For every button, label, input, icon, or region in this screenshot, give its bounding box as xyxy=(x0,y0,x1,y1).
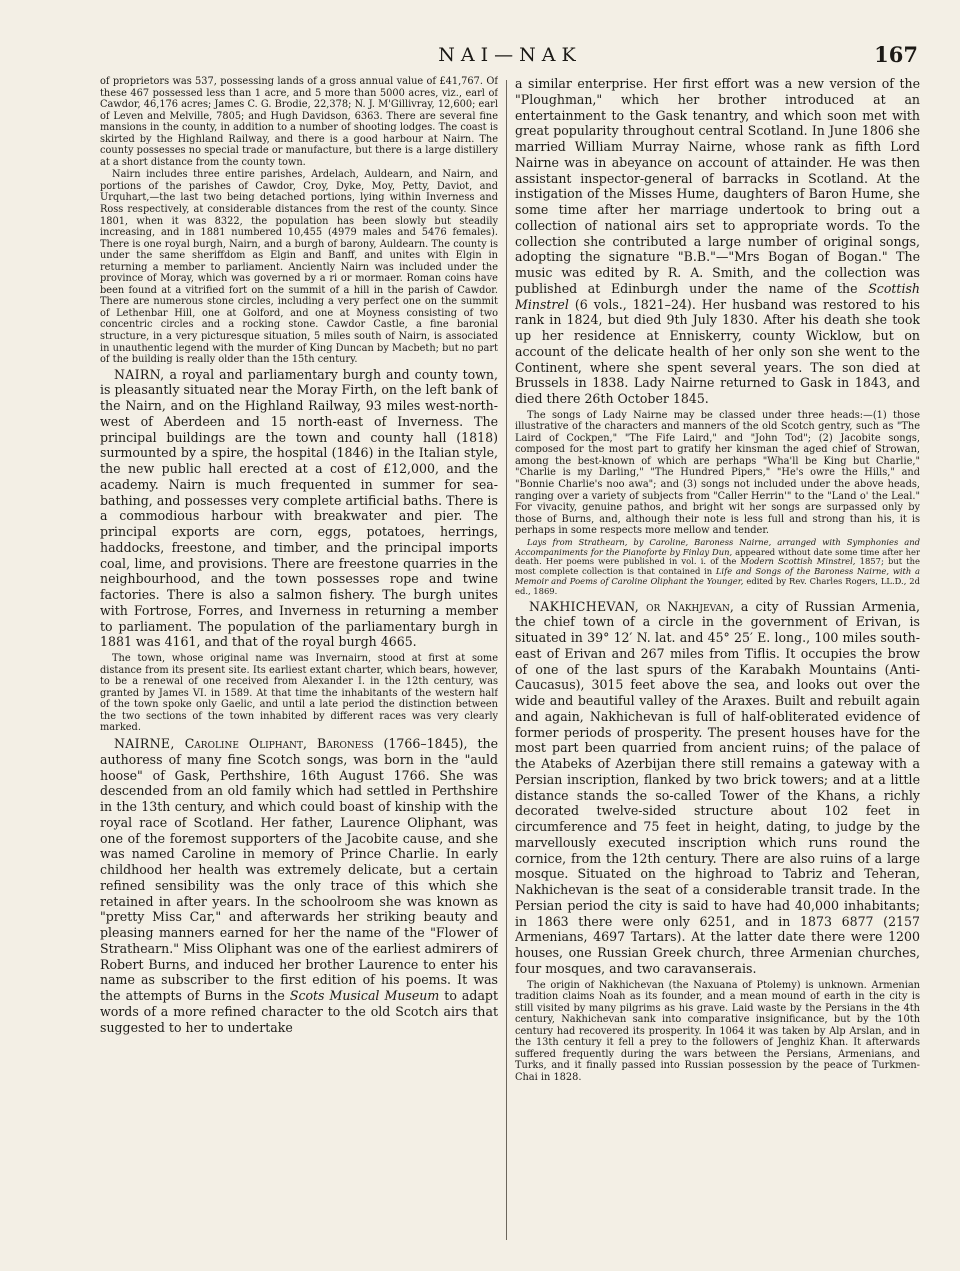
headword-nairne-name: Caroline Oliphant, Baroness xyxy=(184,736,374,751)
headword-nakhichevan-alt: or Nakhjevan, xyxy=(646,598,734,614)
note-text-2: 1857; but the most complete collection is that contained in xyxy=(515,556,920,577)
nairne-bibliography-note xyxy=(515,538,920,597)
title-scots-musical-museum: Scots Musical Museum xyxy=(289,988,440,1003)
headword-nairne: NAIRNE, xyxy=(114,736,175,751)
entry-nairne-body: (1766–1845), the authoress of many fine Scotch songs, was born in the "auld hoose" of Gask, Perthshire, 16th August 1766. She was descended from an old family which had settled in Perthshire in the 13th century, and which could boast of kinship with the royal race of Scotland. Her father, Laurence Oliphant, was one of the foremost supporters of the Jacobite cause, and she was named Caroline in memory of Prince Charlie. In early childhood her health was extremely delicate, but a certain refined sensibility was the only trace of this which she retained in after years. In the schoolroom she was known as "pretty Miss Car," and afterwards her striking beauty and pleasing manners earned for her the name of the "Flower of Strathearn." Miss Oliphant was one of the earliest admirers of Robert Burns, and induced her brother Laurence to enter his name as subscriber to the first edition of his poems. It was the attempts of Burns in the xyxy=(100,736,498,1003)
nairne-songs-paragraph: The songs of Lady Nairne may be classed under three heads:—(1) those illustrative of the characters and manners of the old Scotch gentry, such as "The Laird of Cockpen," "The Fife Laird," and "John Tod"; (2) Jacobite songs, composed for the most part to gratify her kinsman the aged chief of Strowan, among the best-known of which are perhaps "Wha'll be King but Charlie," "Charlie is my Darling," "The Hundred Pipers," "He's owre the Hills," and "Bonnie Charlie's noo awa"; and (3) songs not included under the above heads, ranging over a variety of subjects from "Caller Herrin'" to the "Land o' the Leal." For vivacity, genuine pathos, and bright wit her songs are surpassed only by those of Burns, and, although their note is less full and strong than his, it is perhaps in some respects more mellow and tender. xyxy=(515,409,920,537)
note-title-life-and-songs: Life and Songs of the Baroness Nairne, with a Memoir and Poems of Caroline Oliphant the Younger, xyxy=(515,566,920,586)
nakhichevan-history-paragraph: The origin of Nakhichevan (the Naxuana of Ptolemy) is unknown. Armenian tradition claims Noah as its founder, and a mean mound of earth in the city is still visited by many pilgrims as his grave. Laid waste by the Persians in the 4th century, Nakhichevan sank into comparative insignificance, but by the 10th century had recovered its prosperity. In 1064 it was taken by Alp Arslan, and in the 13th century it fell a prey to the followers of Jenghiz Khan. It afterwards suffered frequently during the wars between the Persians, Armenians, and Turks, and it finally passed into Russian possession by the peace of Turkmen-Chai in 1828. xyxy=(515,979,920,1083)
nairn-history-paragraph: The town, whose original name was Invernairn, stood at first at some distance from its present site. Its earliest extant charter, which bears, however, to be a renewal of one received from Alexander I. in the 12th century, was granted by James VI. in 1589. At that time the inhabitants of the western half of the town spoke only Gaelic, and until a late period the distinction between the two sections of the town inhabited by different races was very clearly marked. xyxy=(100,653,498,734)
county-paragraph-1: of proprietors was 537, possessing lands of a gross annual value of £41,767. Of these 467 possessed less than 1 acre, and 5 more than 5000 acres, viz., earl of Cawdor, 46,176 acres; James C. G. Brodie, 22,378; N. J. M'Gillivray, 12,600; earl of Leven and Melville, 7805; and Hugh Davidson, 6363. There are several fine mansions in the county, in addition to a number of shooting lodges. The coast is skirted by the Highland Railway, and there is a good harbour at Nairn. The county possesses no special trade or manufacture, but there is a large distillery at a short distance from the county town. xyxy=(100,76,498,168)
page-number: 167 xyxy=(874,42,918,67)
left-column xyxy=(100,76,498,1246)
entry-nakhichevan xyxy=(515,599,920,977)
note-text-1: appeared without date some time after her death. Her poems were published in vol. i. of the xyxy=(515,546,920,567)
nairne-continued-a: a similar enterprise. Her first effort was a new version of the "Ploughman," which her brother introduced at an entertainment to the Gask tenantry, and which soon met with great popularity throughout central Scotland. In June 1806 she married William Murray Nairne, whose rank as fifth Lord Nairne was in abeyance on account of attainder. He was then assistant inspector-general of barracks in Scotland. At the instigation of the Misses Hume, daughters of Baron Hume, she some time after her marriage undertook to bring out a collection of national airs set to appropriate words. To the collection she contributed a large number of original songs, adopting the signature "B.B."—"Mrs Bogan of Bogan." The music was edited by R. A. Smith, and the collection was published at Edinburgh under the name of the xyxy=(515,76,920,296)
running-head xyxy=(100,40,920,70)
nairne-continued xyxy=(515,76,920,407)
entry-nairne xyxy=(100,736,498,1035)
headword-nairn: NAIRN, xyxy=(114,366,165,382)
note-title-modern-minstrel: Modern Scottish Minstrel, xyxy=(740,556,856,567)
entry-nairne-end: to adapt words of a more refined character to the old Scotch airs that suggested to her to undertake xyxy=(100,988,498,1035)
right-column xyxy=(515,76,920,1246)
note-text-3: edited by Rev. Charles Rogers, LL.D., 2d ed., 1869. xyxy=(515,575,920,596)
headword-nakhichevan: NAKHICHEVAN, xyxy=(529,598,640,614)
county-paragraph-2: Nairn includes three entire parishes, Ardelach, Auldearn, and Nairn, and portions of the parishes of Cawdor, Croy, Dyke, Moy, Petty, Daviot, and Urquhart,—the last two being detached portions, lying within Inverness and Ross respectively, at considerable distances from the rest of the county. Since 1801, when it was 8322, the population has been slowly but steadily increasing, and in 1881 numbered 10,455 (4979 males and 5476 females). There is one royal burgh, Nairn, and a burgh of barony, Auldearn. The county is under the same sheriffdom as Elgin and Banff, and unites with Elgin in returning a member to parliament. Anciently Nairn was included under the province of Moray, which was governed by a ri or mormaer. Roman coins have been found at a vitrified fort on the summit of a hill in the parish of Cawdor. There are numerous stone circles, including a very perfect one on the summit of Lethenbar Hill, one at Golford, and one at Moyness consisting of two concentric circles and a rocking stone. Cawdor Castle, a fine baronial structure, in a very picturesque situation, 5 miles south of Nairn, is associated in unauthentic legend with the murder of King Duncan by Macbeth; but no part of the building is really older than the 15th century. xyxy=(100,169,498,366)
title-scottish-minstrel: Scottish Minstrel xyxy=(515,280,920,312)
entry-nakhichevan-body: a city of Russian Armenia, the chief town of a circle in the government of Erivan, is situated in 39° 12′ N. lat. and 45° 25′ E. long., 100 miles south-east of Erivan and 267 miles from Tiflis. It occupies the brow of one of the last spurs of the Karabakh Mountains (Anti-Caucasus), 3015 feet above the sea, and looks out over the wide and beautiful valley of the Araxes. Built and rebuilt again and again, Nakhichevan is full of half-obliterated evidence of former periods of prosperity. The present houses have for the most part been quarried from ancient ruins; of the palace of the Atabeks of Azerbijan there still remains a gateway with a Persian inscription, flanked by two brick towers; and at a little distance stands the so-called Tower of the Khans, a richly decorated twelve-sided structure about 102 feet in circumference and 75 feet in height, dating, to judge by the marvellously executed inscription which runs round the cornice, from the 12th century. There are also ruins of a large mosque. Situated on the highroad to Tabriz and Teheran, Nakhichevan is the seat of a considerable transit trade. In the Persian period the city is said to have had 40,000 inhabitants; in 1863 there were only 6251, and in 1873 6877 (2157 Armenians, 4697 Tartars). At the latter date there were 1200 houses, one Russian Greek church, three Armenian churches, four mosques, and two caravanserais. xyxy=(515,598,920,976)
note-title-lays: Lays from Strathearn, by Caroline, Baroness Nairne, arranged with Symphonies and Accompaniments for the Pianoforte by Finlay Dun, xyxy=(515,536,920,557)
nairne-continued-b: (6 vols., 1821–24). Her husband was restored to his rank in 1824, but died 9th July 1830. After his death she took up her residence at Enniskerry, county Wicklow, but on account of the delicate health of her only son she went to the Continent, where she spent several years. The son died at Brussels in 1838. Lady Nairne returned to Gask in 1843, and died there 26th October 1845. xyxy=(515,296,920,406)
entry-nairn xyxy=(100,367,498,651)
entry-nairn-body: a royal and parliamentary burgh and county town, is pleasantly situated near the Moray Firth, on the left bank of the Nairn, and on the Highland Railway, 93 miles west-north-west of Aberdeen and 15 north-east of Inverness. The principal buildings are the town and county hall (1818) surmounted by a spire, the hospital (1846) in the Italian style, the new public hall erected at a cost of £12,000, and the academy. Nairn is much frequented in summer for sea-bathing, and possesses very complete artificial baths. There is a commodious harbour with breakwater and pier. The principal exports are corn, eggs, potatoes, herrings, haddocks, freestone, and timber, and the principal imports coal, lime, and provisions. There are freestone quarries in the neighbourhood, and the town possesses rope and twine factories. There is also a salmon fishery. The burgh unites with Fortrose, Forres, and Inverness in returning a member to parliament. The population of the parliamentary burgh in 1881 was 4161, and that of the royal burgh 4665. xyxy=(100,366,498,650)
column-rule xyxy=(506,80,507,1240)
running-head-title: NAI—NAK xyxy=(438,44,582,66)
